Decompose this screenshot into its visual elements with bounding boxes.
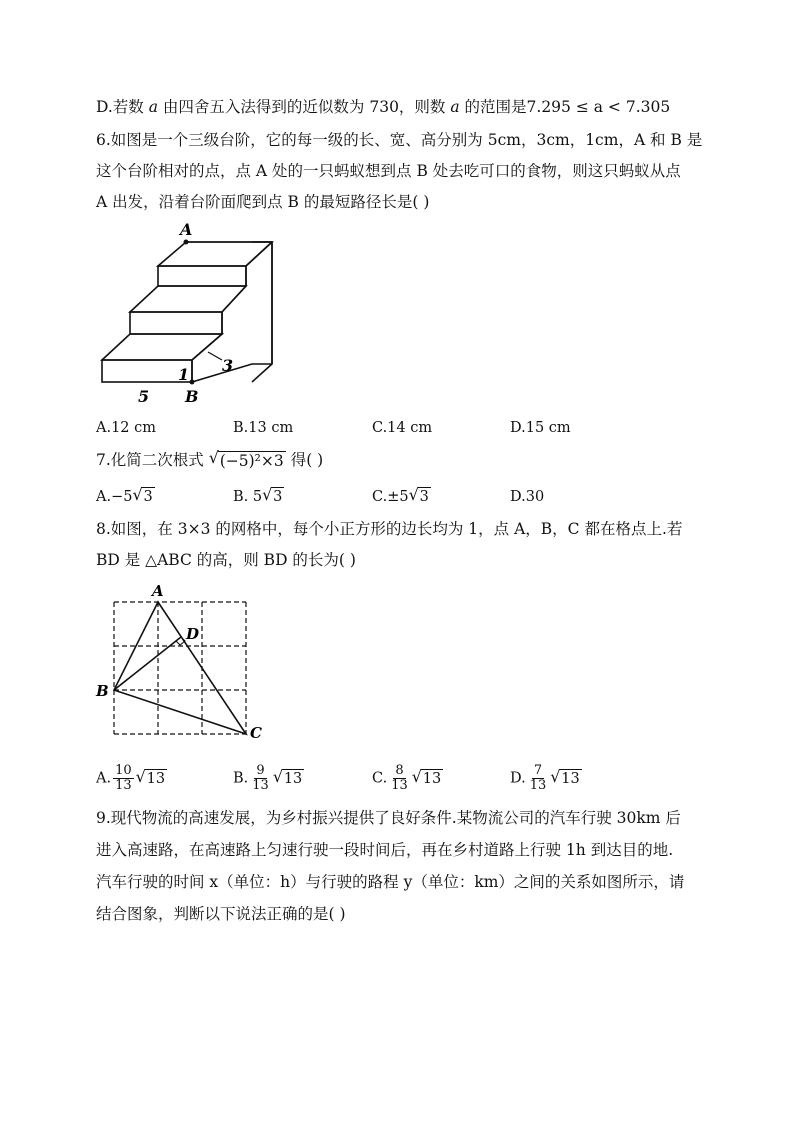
point-a-marker <box>184 240 189 245</box>
label-b: B <box>185 387 199 406</box>
q8-line-1: 8.如图，在 3×3 的网格中，每个小正方形的边长均为 1，点 A，B，C 都在格点上.若 <box>96 520 683 538</box>
label-3: 3 <box>222 356 234 375</box>
q9-line-1: 9.现代物流的高速发展，为乡村振兴提供了良好条件.某物流公司的汽车行驶 30km 后 <box>96 809 681 827</box>
q9-line-4: 结合图象，判断以下说法正确的是( ) <box>96 905 346 923</box>
label-1: 1 <box>178 365 190 384</box>
q6-option-d: D.15 cm <box>510 420 571 436</box>
label-b: B <box>96 682 109 700</box>
q6-option-c: C.14 cm <box>372 420 433 436</box>
q8-line-2: BD 是 △ABC 的高，则 BD 的长为( ) <box>96 551 356 569</box>
option-d-previous: D.若数 a 由四舍五入法得到的近似数为 730，则数 a 的范围是7.295 ≤ a < 7.305 <box>96 98 671 116</box>
option-d-text: D.若数 <box>96 98 149 116</box>
q7-radical: √ (−5)²×3 <box>208 448 284 470</box>
q6-option-b: B.13 cm <box>233 420 294 436</box>
q7-option-d: D.30 <box>510 489 545 505</box>
grid-triangle-figure <box>90 580 280 746</box>
staircase-figure <box>90 218 290 408</box>
q7-option-b: B. 5 √ 3 <box>233 485 283 505</box>
altitude-bd <box>114 637 181 690</box>
q7-stem: 7.化简二次根式 √ (−5)²×3 得( ) <box>96 448 324 470</box>
q8-option-d: D. $\frac{7}{13}$ √ 13 <box>510 763 580 793</box>
q9-line-3: 汽车行驶的时间 x（单位：h）与行驶的路程 y（单位：km）之间的关系如图所示，请 <box>96 873 685 891</box>
q8-option-a: A. $\frac{10}{13}$ √ 13 <box>96 763 166 793</box>
q6-line-2: 这个台阶相对的点，点 A 处的一只蚂蚁想到点 B 处去吃可口的食物，则这只蚂蚁从点 <box>96 162 681 180</box>
label-5: 5 <box>138 387 150 406</box>
q7-option-c: C.±5 √ 3 <box>372 485 429 505</box>
q9-line-2: 进入高速路，在高速路上匀速行驶一段时间后，再在乡村道路上行驶 1h 到达目的地. <box>96 841 674 859</box>
q8-option-c: C. $\frac{8}{13}$ √ 13 <box>372 763 442 793</box>
q7-option-a: A.−5 √ 3 <box>96 485 153 505</box>
label-a: A <box>180 220 193 239</box>
q6-line-1: 6.如图是一个三级台阶，它的每一级的长、宽、高分别为 5cm，3cm，1cm，A 和 B 是 <box>96 131 703 149</box>
label-a: A <box>152 582 164 600</box>
q6-option-a: A.12 cm <box>96 420 157 436</box>
triangle-abc <box>114 602 246 734</box>
point-b-marker <box>190 380 195 385</box>
q6-line-3: A 出发，沿着台阶面爬到点 B 的最短路径长是( ) <box>96 193 430 211</box>
label-d: D <box>186 625 200 643</box>
q8-option-b: B. $\frac{9}{13}$ √ 13 <box>233 763 303 793</box>
label-c: C <box>250 724 262 742</box>
